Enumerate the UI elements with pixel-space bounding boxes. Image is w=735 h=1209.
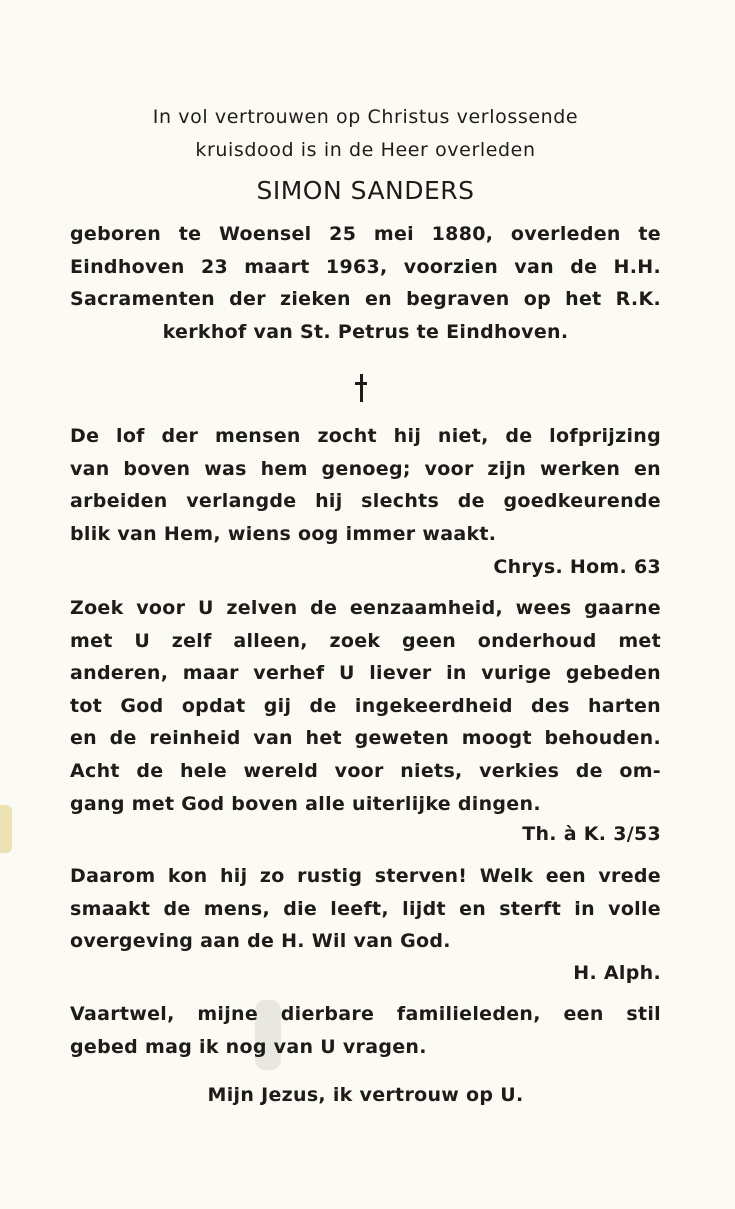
bio-line: kerkhof van St. Petrus te Eindhoven. xyxy=(162,320,569,343)
intro-text xyxy=(70,101,661,166)
farewell-text xyxy=(70,998,661,1063)
intro-line: In vol vertrouwen op Christus verlossende xyxy=(152,106,579,128)
quote-line: Daarom kon hij zo rustig sterven! Welk een vrede xyxy=(70,865,661,887)
quote-line: De lof der mensen zocht hij niet, de lofprijzing xyxy=(70,425,661,447)
quote-source: Chrys. Hom. 63 xyxy=(493,556,661,578)
closing-prayer: Mijn Jezus, ik vertrouw op U. xyxy=(207,1084,524,1106)
paper-stain xyxy=(0,805,12,853)
deceased-name: SIMON SANDERS xyxy=(256,176,475,205)
biography xyxy=(70,218,661,348)
intro-line: kruisdood is in de Heer overleden xyxy=(195,138,536,161)
quote-line: Zoek voor U zelven de eenzaamheid, wees gaarne xyxy=(70,597,661,619)
quote-line: tot God opdat gij de ingekeerdheid des harten xyxy=(70,694,661,717)
quote-thomas-a-kempis xyxy=(70,592,661,820)
quote-line: arbeiden verlangde hij slechts de goedkeurende xyxy=(70,490,661,513)
farewell-line: Vaartwel, mijne dierbare familieleden, een stil xyxy=(70,1003,661,1025)
quote-line: anderen, maar verhef U liever in vurige gebeden xyxy=(70,662,661,685)
cross-icon xyxy=(355,374,367,402)
quote-line: van boven was hem genoeg; voor zijn werken en xyxy=(70,457,661,480)
quote-alphonsus xyxy=(70,860,661,958)
quote-chrysostom xyxy=(70,420,661,550)
bio-line: geboren te Woensel 25 mei 1880, overleden te xyxy=(70,223,661,245)
quote-line: blik van Hem, wiens oog immer waakt. xyxy=(70,522,497,545)
quote-line: met U zelf alleen, zoek geen onderhoud met xyxy=(70,629,661,652)
farewell-line: gebed mag ik nog van U vragen. xyxy=(70,1035,427,1058)
quote-source: Th. à K. 3/53 xyxy=(522,823,661,845)
quote-line: smaakt de mens, die leeft, lijdt en sterft in volle xyxy=(70,897,661,920)
quote-line: en de reinheid van het geweten moogt behouden. xyxy=(70,727,661,750)
quote-line: Acht de hele wereld voor niets, verkies de om- xyxy=(70,759,661,782)
quote-line: gang met God boven alle uiterlijke dingen. xyxy=(70,792,541,815)
bio-line: Eindhoven 23 maart 1963, voorzien van de H.H. xyxy=(70,255,661,278)
quote-source: H. Alph. xyxy=(573,962,661,984)
bio-line: Sacramenten der zieken en begraven op het R.K. xyxy=(70,288,661,311)
quote-line: overgeving aan de H. Wil van God. xyxy=(70,930,451,953)
